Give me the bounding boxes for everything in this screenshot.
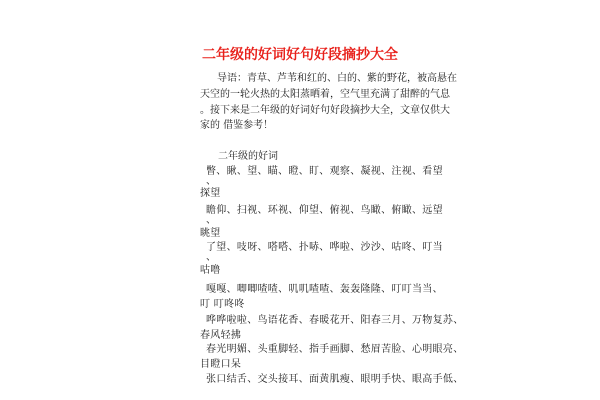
word-line: 、: [206, 252, 217, 263]
word-line: 、: [206, 176, 217, 187]
intro-line: 。接下来是二年级的好词好句好段摘抄大全，文章仅供大: [200, 105, 450, 116]
intro-line: 家的 借鉴参考！: [200, 120, 274, 131]
word-line: 咕噜: [200, 265, 221, 276]
word-line: 春光明媚、头重脚轻、指手画脚、愁眉苦脸、心明眼亮、: [206, 344, 464, 355]
word-line: 叮 叮咚咚: [200, 299, 245, 310]
word-line: 眺望: [200, 228, 221, 239]
word-line: 瞻仰、扫视、环视、仰望、俯视、鸟瞰、俯瞰、远望: [206, 205, 443, 216]
document-title: 二年级的好词好句好段摘抄大全: [202, 47, 398, 63]
word-line: 瞥、瞅、望、瞄、瞪、盯、观察、凝视、注视、看望: [206, 166, 443, 177]
section-heading: 二年级的好词: [218, 151, 278, 162]
intro-line: 天空的一轮火热的太阳蒸晒着，空气里充满了甜醉的气息: [200, 89, 450, 100]
word-line: 、: [206, 215, 217, 226]
word-line: 探望: [200, 188, 221, 199]
word-line: 目瞪口呆: [200, 359, 242, 370]
word-line: 嘎嘎、唧唧喳喳、叽叽喳喳、轰轰隆隆、叮叮当当、: [206, 284, 443, 295]
intro-line: 导语：青草、芦苇和红的、白的、紫的野花，被高悬在: [217, 73, 457, 84]
word-line: 了望、吱呀、嗒嗒、扑哧、哗啦、沙沙、咕咚、叮当: [206, 242, 443, 253]
word-line: 哗哗啦啦、鸟语花香、春暖花开、阳春三月、万物复苏、: [206, 315, 464, 326]
word-line: 春风轻拂: [200, 330, 242, 341]
word-line: 张口结舌、交头接耳、面黄肌瘦、眼明手快、眼高手低、: [206, 374, 464, 385]
